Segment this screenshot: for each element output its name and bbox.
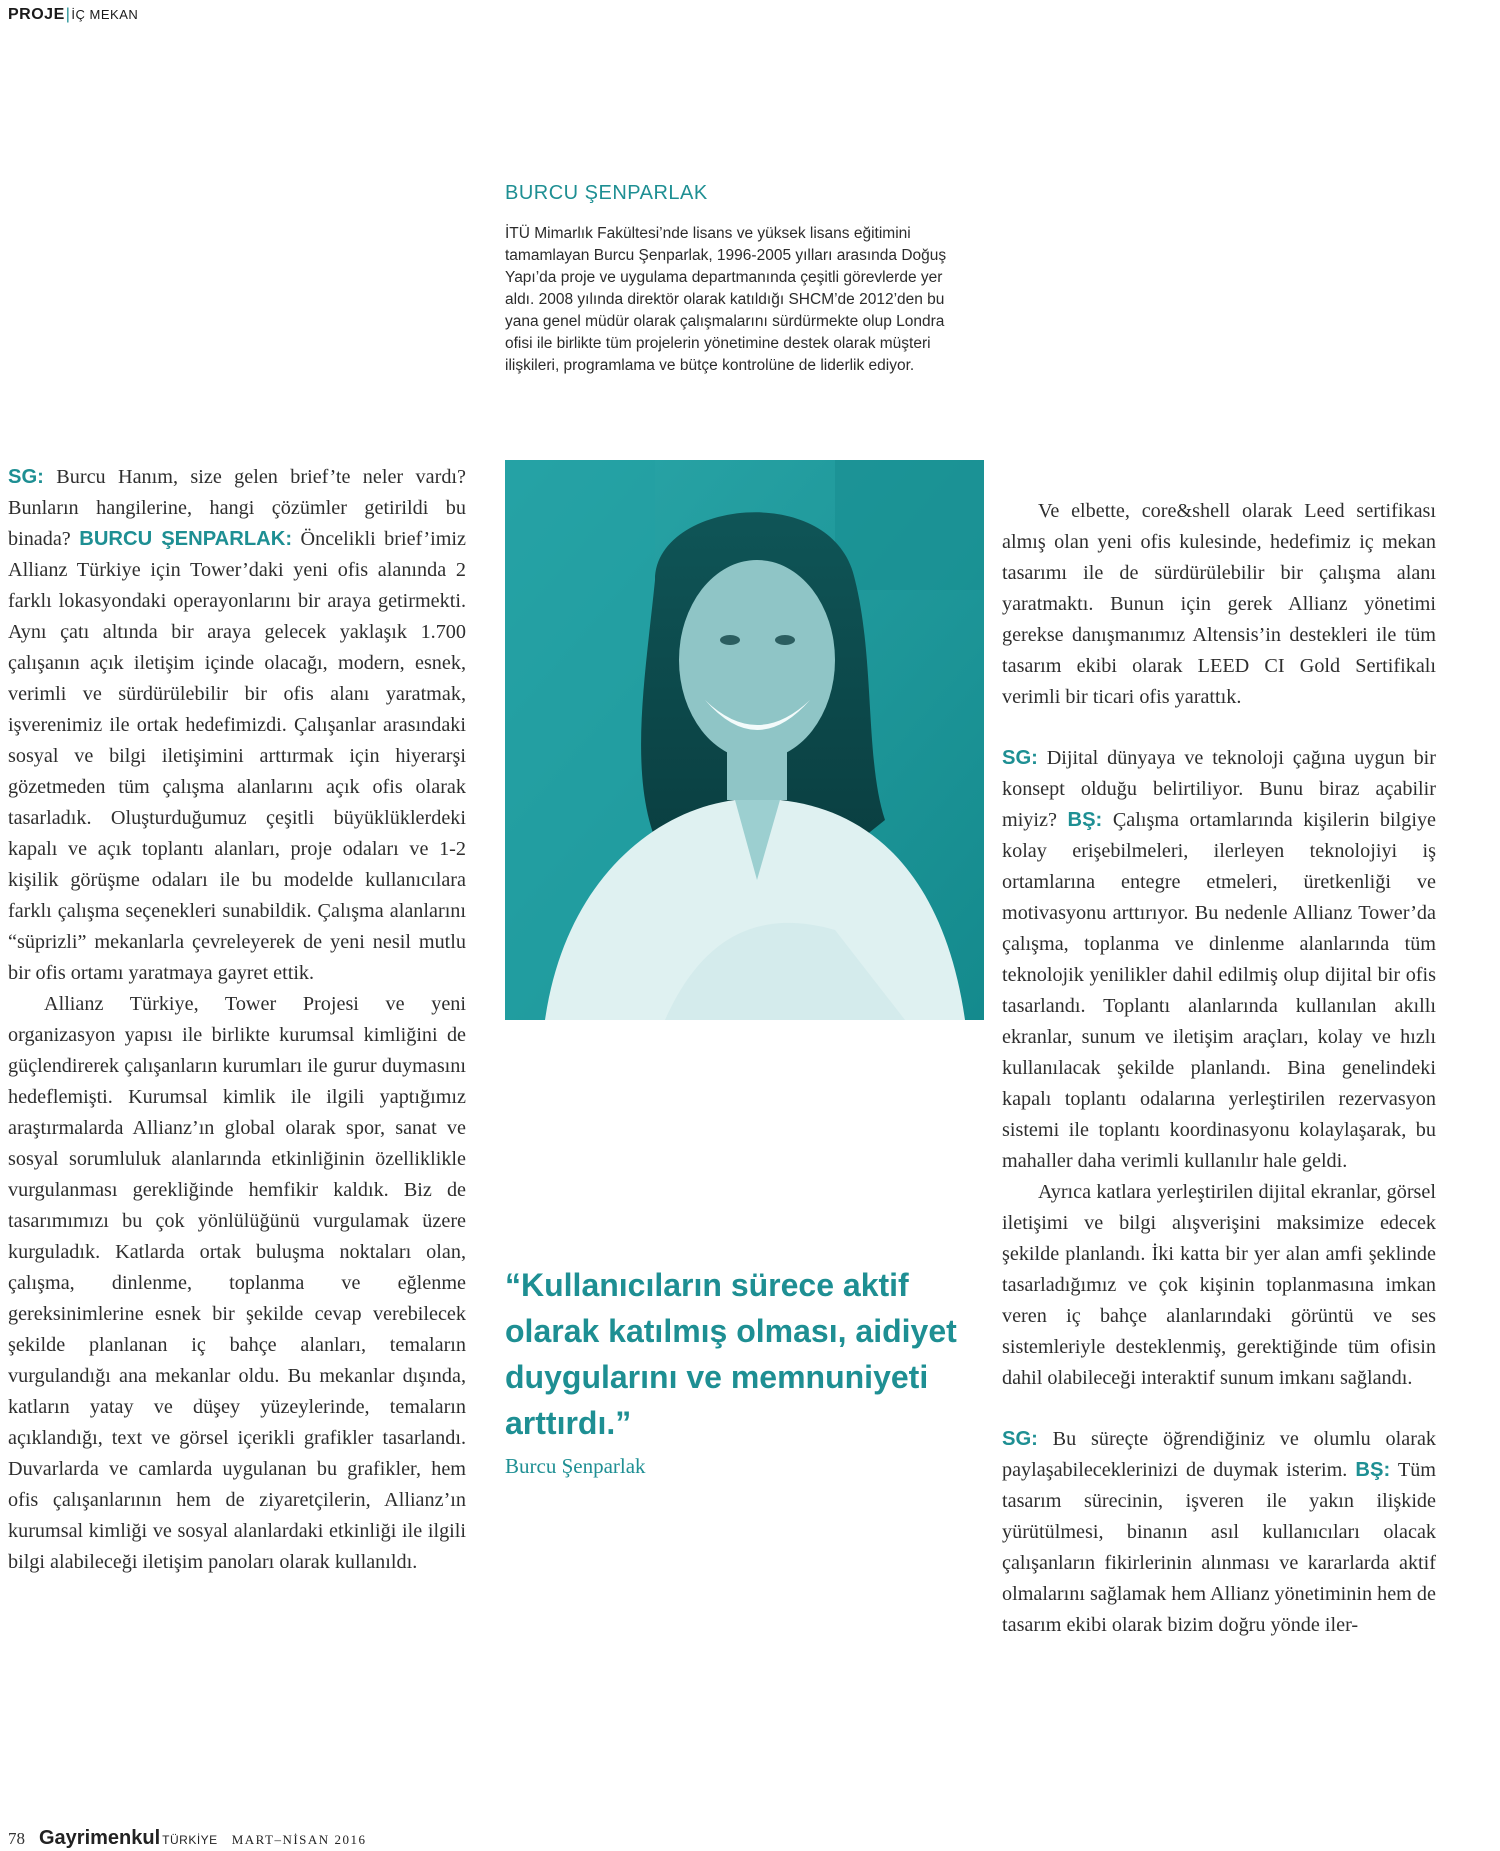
pull-quote (505, 1262, 975, 1479)
page-number: 78 (8, 1829, 25, 1848)
page-footer (8, 1827, 366, 1847)
question-text: Bu süreçte öğrendiğiniz ve olumlu olarak paylaşabileceklerinizi de duymak isterim. (1002, 1428, 1436, 1481)
bio-box (505, 182, 975, 377)
question-text: Dijital dünyaya ve teknoloji çağına uygun bir konsept olduğu belirtiliyor. Bunu biraz açabilir miyiz? (1002, 747, 1436, 831)
answer-text: Öncelikli brief’imiz Allianz Türkiye için Tower’daki yeni ofis alanında 2 farklı lokasyondaki operayonlarını bir araya getirmekti. Aynı çatı altında bir araya gelecek yaklaşık 1.700 çalışanın açık iletişim içinde olacağı, modern, esnek, verimli ve sürdürülebilir bir ofis alanı yaratmak, işverenimiz ile ortak hedefimizdi. Çalışanlar arasındaki sosyal ve bilgi iletişimini arttırmak için hiyerarşi gözetmeden tüm çalışma alanlarını açık ofis olarak tasarladık. Oluşturduğumuz çeşitli büyüklüklerdeki kapalı ve açık toplantı alanları, proje odaları ve 1-2 kişilik görüşme odaları ile bu modelde kullanıcılara farklı çalışma seçenekleri sunabildik. Çalışma alanlarını “süprizli” mekanlarla çevreleyerek de yeni nesil mutlu bir ofis ortamı yaratmaya gayret ettik. (8, 528, 466, 984)
answer-text: Çalışma ortamlarında kişilerin bilgiye kolay erişebilmeleri, ilerleyen teknolojiyi iş ortamlarına entegre etmeleri, üretkenliği ve motivasyonu arttırıyor. Bu nedenle Allianz Tower’da çalışma, toplanma ve dinlenme alanlarında tüm teknolojik yenilikler dahil edilmiş olup dijital bir ofis tasarlandı. Toplantı alanlarında kullanılan akıllı ekranlar, sunum ve iletişim araçları, kolay ve hızlı kullanılacak şekilde planlandı. Bina genelindeki kapalı toplantı odalarına yerleştirilen rezervasyon sistemi ile toplantı koordinasyonu kolaylaşarak, bu mahaller daha verimli kullanılır hale geldi. (1002, 809, 1436, 1172)
right-paragraph-3: Ayrıca katlara yerleştirilen dijital ekranlar, görsel iletişimi ve bilgi alışverişini maksimize edecek şekilde planlandı. İki katta bir yer alan amfi şeklinde tasarladığımız ve çok kişinin toplanmasına imkan veren iç bahçe alanlarındaki görüntü ve ses sistemleriyle desteklenmiş, gerektiğinde tüm ofisin dahil olabileceği interaktif sunum imkanı sağlandı. (1002, 1181, 1436, 1389)
right-paragraph-1: Ve elbette, core&shell olarak Leed sertifikası almış olan yeni ofis kulesinde, hedefimiz iç mekan tasarımı ile de sürdürülebilir bir çalışma alanı yaratmaktı. Bunun için gerek Allianz yönetimi gerekse danışmanımız Altensis’in destekleri ile tüm tasarım ekibi olarak LEED CI Gold Sertifikalı verimli bir ticari ofis yarattık. (1002, 500, 1436, 708)
portrait-image (505, 460, 984, 1020)
pull-quote-text: “Kullanıcıların sürece aktif olarak katılmış olması, aidiyet duygularını ve memnuniyeti arttırdı.” (505, 1267, 957, 1441)
interviewee-label: BŞ: (1355, 1459, 1391, 1481)
answer-text: Tüm tasarım sürecinin, işveren ile yakın ilişkide yürütülmesi, binanın asıl kullanıcıları olacak çalışanların fikirlerinin alınması ve kararlarda aktif olmalarını sağlamak hem Allianz yönetiminin hem de tasarım ekibi olarak bizim doğru yönde iler- (1002, 1459, 1437, 1636)
left-paragraph-1 (8, 462, 466, 989)
right-paragraph-4 (1002, 1424, 1436, 1641)
interviewer-label: SG: (8, 466, 44, 488)
magazine-name: Gayrimenkul (39, 1827, 161, 1849)
interviewer-label: SG: (1002, 1428, 1038, 1450)
interviewee-label: BŞ: (1067, 809, 1103, 831)
left-column (8, 462, 466, 1578)
right-column (1002, 496, 1436, 1641)
subsection-title: İÇ MEKAN (71, 7, 139, 22)
portrait-photo (505, 460, 984, 1020)
section-title: PROJE (8, 6, 65, 23)
section-label (8, 6, 138, 24)
interviewee-label: BURCU ŞENPARLAK: (79, 528, 293, 550)
left-paragraph-2: Allianz Türkiye, Tower Projesi ve yeni organizasyon yapısı ile birlikte kurumsal kimliğini de güçlendirerek çalışanların kurumları ile gurur duymasını hedeflemişti. Kurumsal kimlik ile ilgili yaptığımız araştırmalarda Allianz’ın global olarak spor, sanat ve sosyal sorumluluk alanlarında etkinliğinin özelliklikle vurgulanması gerekliğinde hemfikir kaldık. Biz de tasarımımızı bu çok yönlülüğünü vurgulamak üzere kurguladık. Katlarda ortak buluşma noktaları olan, çalışma, dinlenme, toplanma ve eğlenme gereksinimlerine esnek bir şekilde cevap verebilecek şekilde planlanan iç bahçe alanları, temaların vurgulandığı ana mekanlar oldu. Bu mekanlar dışında, katların yatay ve düşey yüzeylerinde, temaların açıklandığı, text ve görsel içerikli grafikler tasarlandı. Duvarlarda ve camlarda uygulanan bu grafikler, hem ofis çalışanlarının hem de ziyaretçilerin, Allianz’ın kurumsal kimliği ve sosyal alanlardaki etkinliği ile ilgili bilgi alabileceği iletişim panoları olarak kullanıldı. (8, 993, 466, 1573)
bio-name: BURCU ŞENPARLAK (505, 182, 708, 204)
interviewer-label: SG: (1002, 747, 1038, 769)
pull-quote-author: Burcu Şenparlak (505, 1454, 646, 1478)
magazine-suffix: TÜRKİYE (162, 1833, 218, 1847)
bio-text: İTÜ Mimarlık Fakültesi’nde lisans ve yüksek lisans eğitimini tamamlayan Burcu Şenparlak, 1996-2005 yılları arasında Doğuş Yapı’da proje ve uygulama departmanında çeşitli görevlerde yer aldı. 2008 yılında direktör olarak katıldığı SHCM’de 2012’den bu yana genel müdür olarak çalışmalarını sürdürmekte olup Londra ofisi ile birlikte tüm projelerin yönetimine destek olarak müşteri ilişkileri, programlama ve bütçe kontrolüne de liderlik ediyor. (505, 225, 947, 374)
right-paragraph-2 (1002, 743, 1436, 1177)
section-separator: | (65, 6, 71, 23)
question-text: Burcu Hanım, size gelen brief’te neler vardı? Bunların hangilerine, hangi çözümler getirildi bu binada? (8, 466, 466, 550)
issue-date: MART–NİSAN 2016 (231, 1832, 367, 1847)
